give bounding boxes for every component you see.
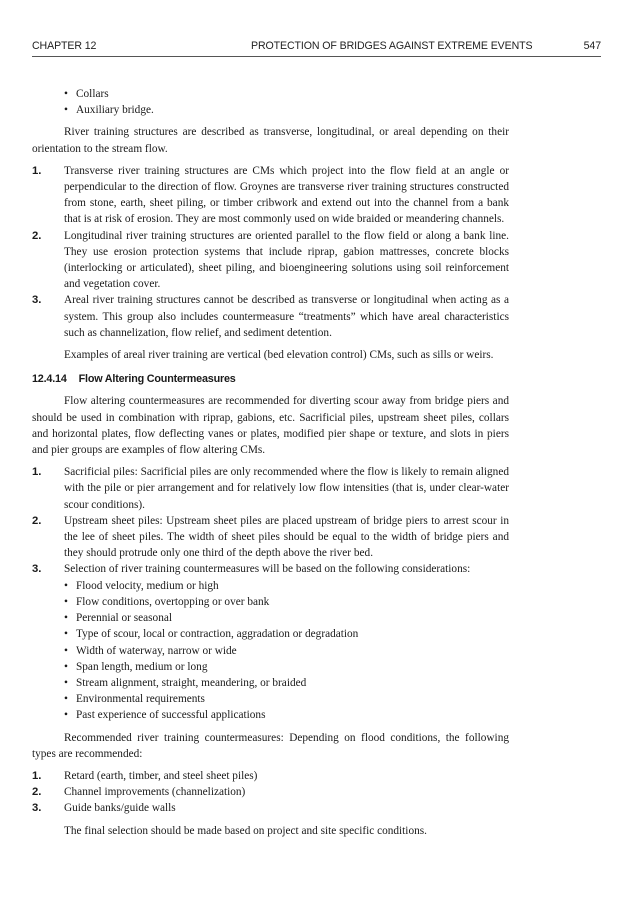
item-text: Upstream sheet piles: Upstream sheet piles are placed upstream of bridge piers to arrest scour in the lee of sheet piles. The width of sheet piles should be equal to the width of bridge piers and they should protrude only one third of the depth above the river bed. xyxy=(64,514,509,560)
section-heading xyxy=(32,371,509,387)
item-number: 3. xyxy=(32,802,42,815)
paragraph: Recommended river training countermeasures: Depending on flood conditions, the following types are recommended: xyxy=(32,731,509,760)
list-item xyxy=(32,800,509,816)
list-item xyxy=(32,228,509,293)
bullet-item: • Flow conditions, overtopping or over bank xyxy=(64,594,509,610)
numbered-list-recommended xyxy=(32,768,509,817)
bullet-item: • Collars xyxy=(64,86,509,102)
item-number: 2. xyxy=(32,514,42,527)
top-bullet-list xyxy=(32,86,509,118)
list-item xyxy=(32,163,509,228)
item-text: Channel improvements (channelization) xyxy=(64,786,246,799)
item-text: Selection of river training countermeasures will be based on the following considerations: xyxy=(64,563,471,576)
section-number: 12.4.14 xyxy=(32,373,67,386)
item-number: 1. xyxy=(32,466,42,479)
item-number: 1. xyxy=(32,164,42,177)
paragraph: Flow altering countermeasures are recommended for diverting scour away from bridge piers and should be used in combination with riprap, gabions, etc. Sacrificial piles, upstream sheet piles, collars and horizontal plates, flow deflecting vanes or plates, modified pier shape or texture, and slots in piers and pier groups are examples of flow altering CMs. xyxy=(32,395,509,457)
paragraph: Examples of areal river training are vertical (bed elevation control) CMs, such as sills or weirs. xyxy=(64,349,494,362)
item-text: Guide banks/guide walls xyxy=(64,802,176,815)
bullet-item: • Auxiliary bridge. xyxy=(64,102,509,118)
list-item xyxy=(32,513,509,562)
section-title: Flow Altering Countermeasures xyxy=(78,373,236,386)
list-item xyxy=(32,292,509,341)
page-number: 547 xyxy=(583,40,601,52)
bullet-item: • Environmental requirements xyxy=(64,691,509,707)
item-number: 1. xyxy=(32,769,42,782)
bullet-item: • Type of scour, local or contraction, aggradation or degradation xyxy=(64,626,509,642)
body-text xyxy=(32,86,509,839)
bullet-item: • Span length, medium or long xyxy=(64,659,509,675)
item-text: Sacrificial piles: Sacrificial piles are only recommended where the flow is likely to remain aligned with the pile or pier arrangement and for relatively low flow intensities (that is, under clear-water scour conditions). xyxy=(64,466,509,511)
paragraph: River training structures are described as transverse, longitudinal, or areal depending on their orientation to the stream flow. xyxy=(32,126,509,155)
list-item xyxy=(32,768,509,784)
chapter-title: PROTECTION OF BRIDGES AGAINST EXTREME EVENTS xyxy=(251,40,533,52)
bullet-item: • Stream alignment, straight, meandering, or braided xyxy=(64,675,509,691)
item-text: Areal river training structures cannot be described as transverse or longitudinal when acting as a system. This group also includes countermeasure “treatments” which have areal characteristics such as channelization, flow relief, and sediment detention. xyxy=(64,294,509,339)
item-text: Transverse river training structures are CMs which project into the flow field at an angle or perpendicular to the direction of flow. Groynes are transverse river training structures constructed from stone, earth, sheet piling, or timber cribwork and extend out into the channel from a bank that is at risk of erosion. They are most commonly used on wide braided or meandering channels. xyxy=(64,164,509,226)
paragraph: The final selection should be made based on project and site specific conditions. xyxy=(64,824,427,837)
bullet-item: • Perennial or seasonal xyxy=(64,610,509,626)
item-number: 2. xyxy=(32,229,42,242)
item-text: Longitudinal river training structures are oriented parallel to the flow field or along a bank line. They use erosion protection systems that include riprap, gabion mattresses, concrete blocks (interlocking or articulated), sheet piling, and bioengineering solutions using soil reinforcement and vegetation cover. xyxy=(64,229,509,291)
item-text: Retard (earth, timber, and steel sheet piles) xyxy=(64,769,258,782)
list-item xyxy=(32,561,509,723)
chapter-label: CHAPTER 12 xyxy=(32,40,97,52)
list-item xyxy=(32,464,509,513)
bullet-item: • Width of waterway, narrow or wide xyxy=(64,643,509,659)
numbered-list-structures xyxy=(32,163,509,341)
bullet-item: • Flood velocity, medium or high xyxy=(64,578,509,594)
list-item xyxy=(32,784,509,800)
numbered-list-flow-altering xyxy=(32,464,509,723)
considerations-list xyxy=(64,578,509,724)
bullet-item: • Past experience of successful applications xyxy=(64,707,509,723)
item-number: 3. xyxy=(32,294,42,307)
item-number: 2. xyxy=(32,786,42,799)
item-number: 3. xyxy=(32,563,42,576)
running-header xyxy=(32,38,601,57)
